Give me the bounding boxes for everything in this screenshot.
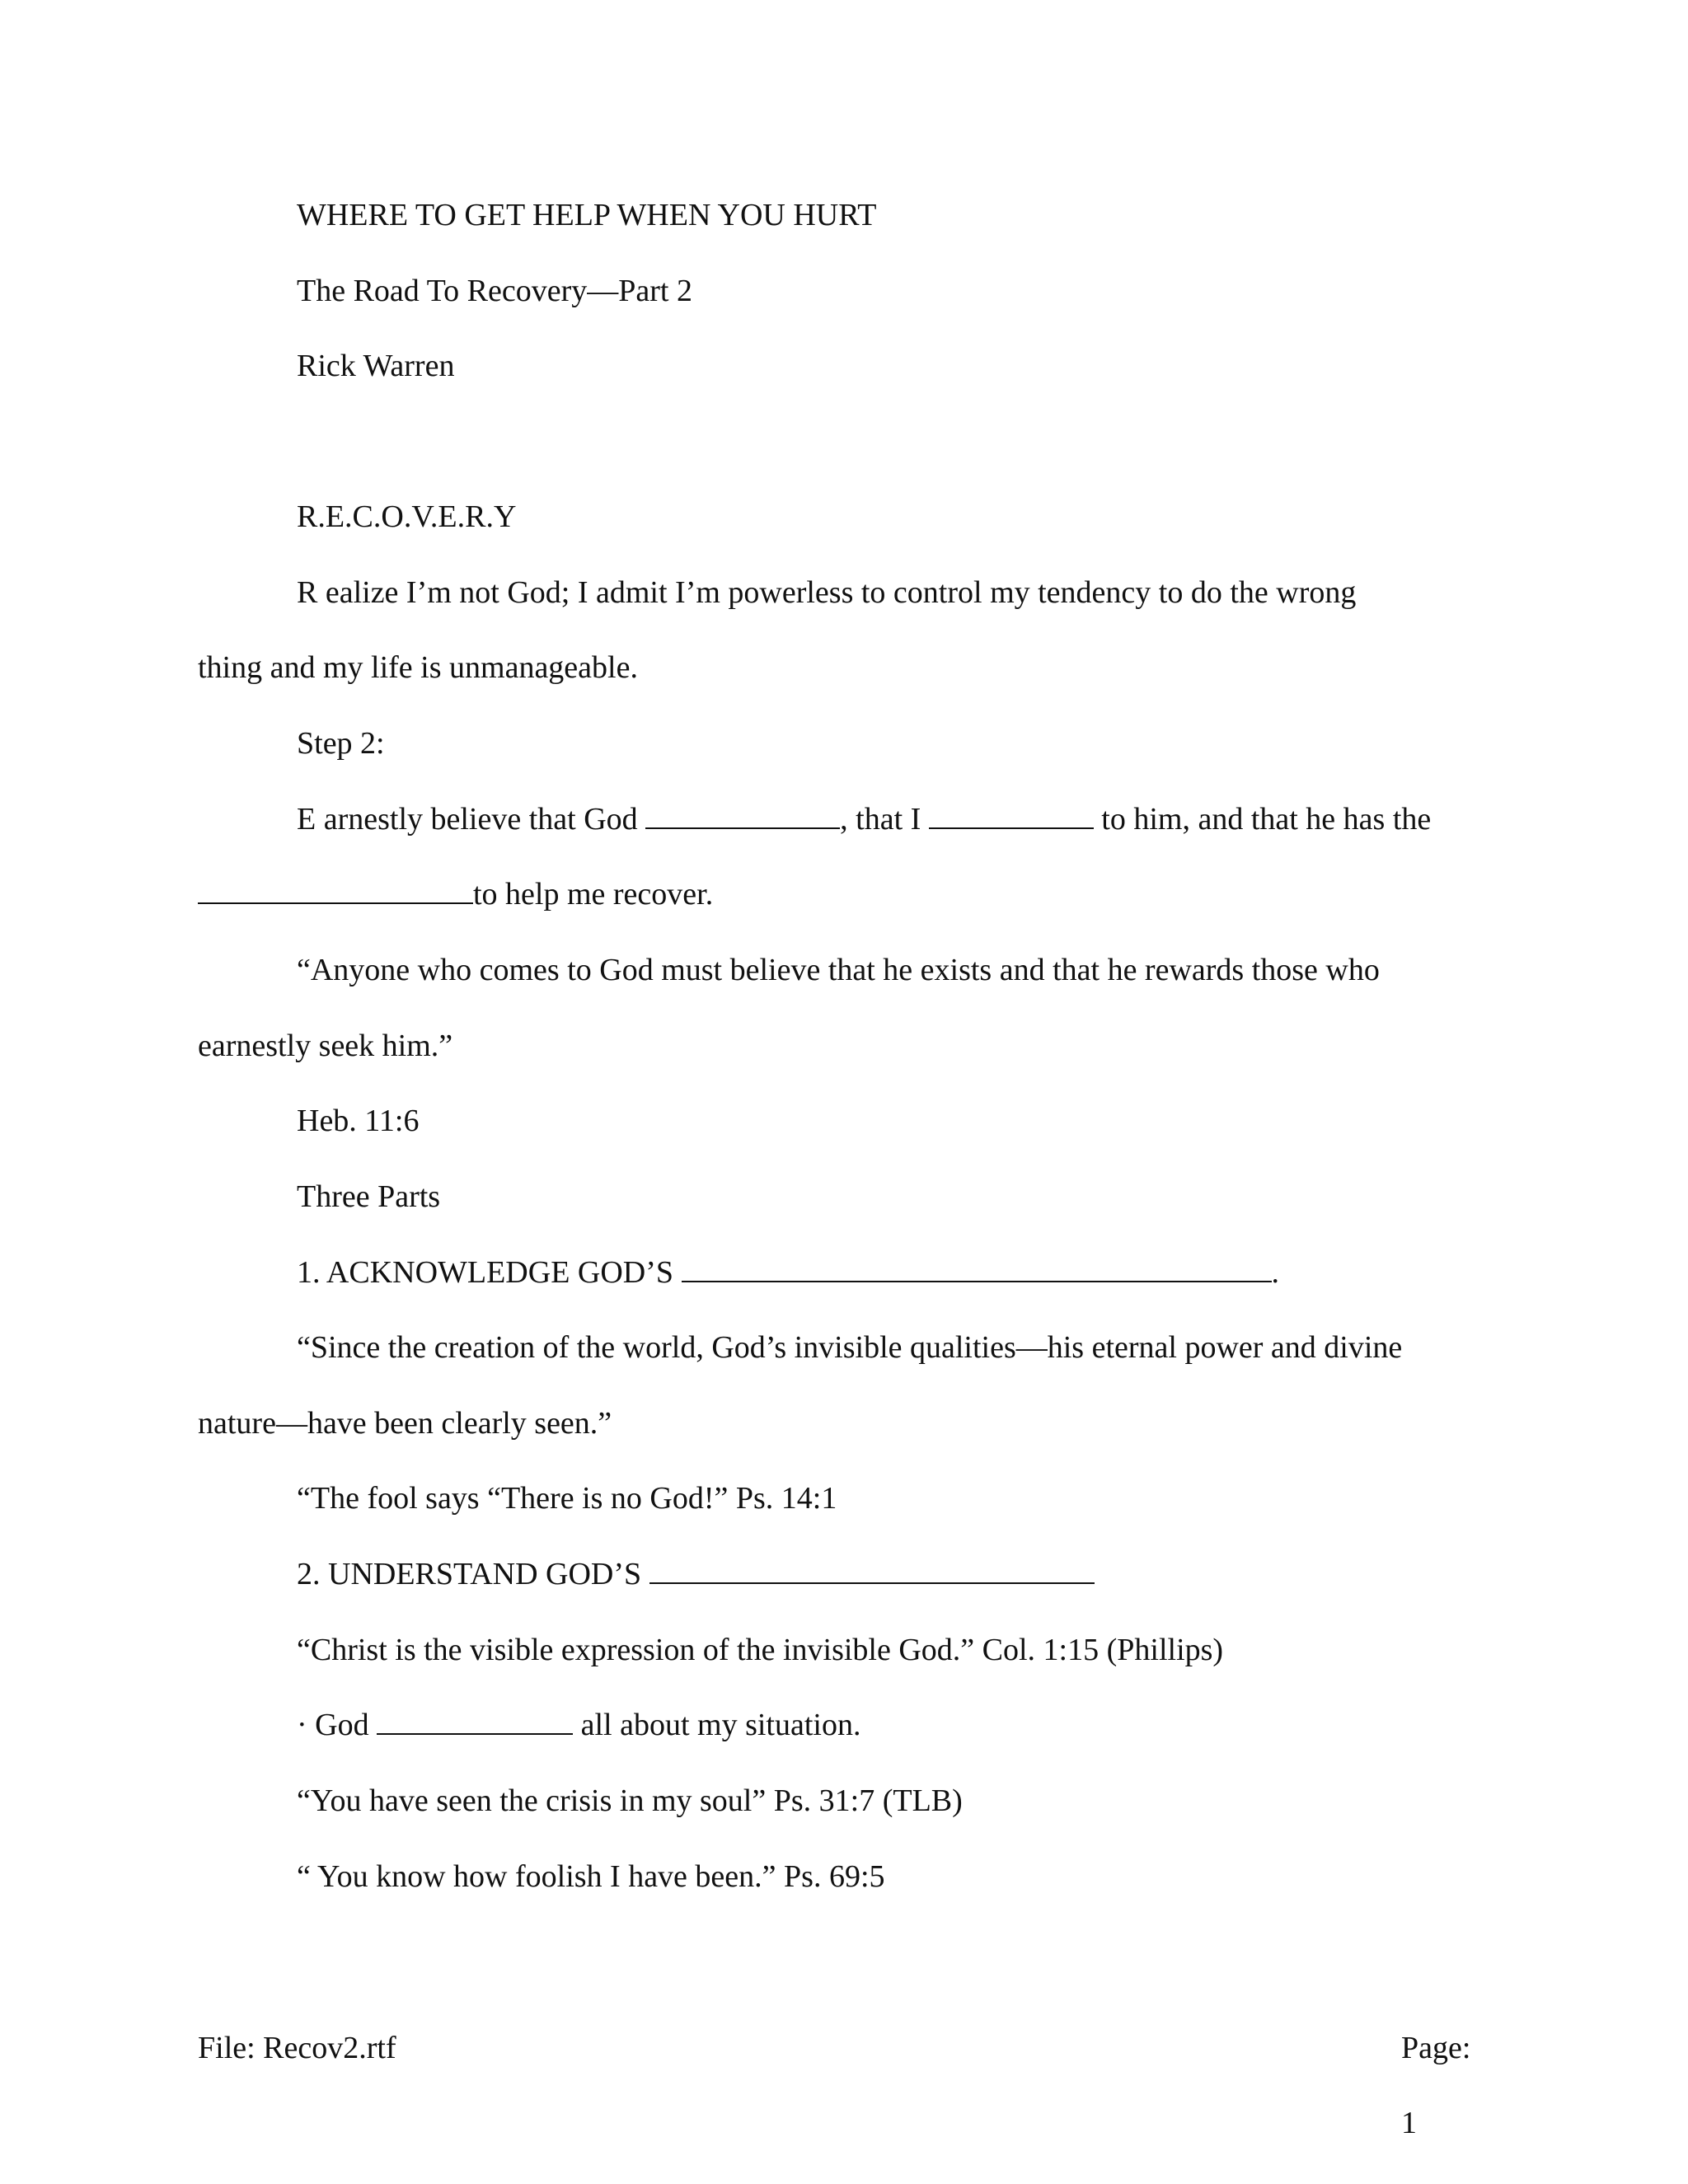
step2-text-d: to help me recover. [473,877,714,912]
point2-line [297,1555,1095,1593]
quote-heb-line2: earnestly seek him.” [198,1029,453,1063]
step1-text-line2: thing and my life is unmanageable. [198,650,638,685]
bullet-text-b: all about my situation. [573,1708,861,1742]
bullet-line [297,1706,860,1744]
bullet-text-a: · God [297,1708,377,1742]
document-subtitle: The Road To Recovery—Part 2 [297,274,692,308]
fill-in-blank [682,1256,1272,1282]
step2-text-c: to him, and that he has the [1093,802,1432,837]
footer-page-number: 1 [1401,2106,1417,2140]
quote-rom-line1: “Since the creation of the world, God’s invisible qualities—his eternal power and divine [297,1330,1403,1365]
step2-text-b: , that I [840,802,929,837]
footer-file-name: File: Recov2.rtf [198,2031,396,2065]
quote-ps14: “The fool says “There is no God!” Ps. 14:1 [297,1481,837,1516]
step1-text-line1: R ealize I’m not God; I admit I’m powerless to control my tendency to do the wrong [297,575,1357,610]
quote-rom-line2: nature—have been clearly seen.” [198,1406,612,1441]
section-heading: Three Parts [297,1179,441,1214]
step2-text-a: E arnestly believe that God [297,802,646,837]
document-title: WHERE TO GET HELP WHEN YOU HURT [297,198,877,232]
point1-line [297,1254,1279,1291]
quote-heb-line1: “Anyone who comes to God must believe that he exists and that he rewards those who [297,953,1380,987]
point2-text: 2. UNDERSTAND GOD’S [297,1557,649,1591]
step2-text-line2 [198,875,713,913]
point1-text: 1. ACKNOWLEDGE GOD’S [297,1255,682,1290]
fill-in-blank [649,1558,1095,1584]
step2-text-line1 [297,800,1431,838]
quote-ps69: “ You know how foolish I have been.” Ps. 69:5 [297,1859,885,1894]
point1-end: . [1271,1255,1280,1290]
scripture-reference: Heb. 11:6 [297,1104,420,1138]
quote-ps31: “You have seen the crisis in my soul” Ps. 31:7 (TLB) [297,1783,963,1818]
document-author: Rick Warren [297,349,455,383]
step2-label: Step 2: [297,726,385,761]
fill-in-blank [645,803,840,829]
footer-page-label: Page: [1401,2031,1471,2065]
fill-in-blank [377,1708,573,1735]
acronym-heading: R.E.C.O.V.E.R.Y [297,499,517,534]
fill-in-blank [929,803,1094,829]
fill-in-blank [198,878,473,904]
quote-col: “Christ is the visible expression of the invisible God.” Col. 1:15 (Phillips) [297,1633,1224,1667]
